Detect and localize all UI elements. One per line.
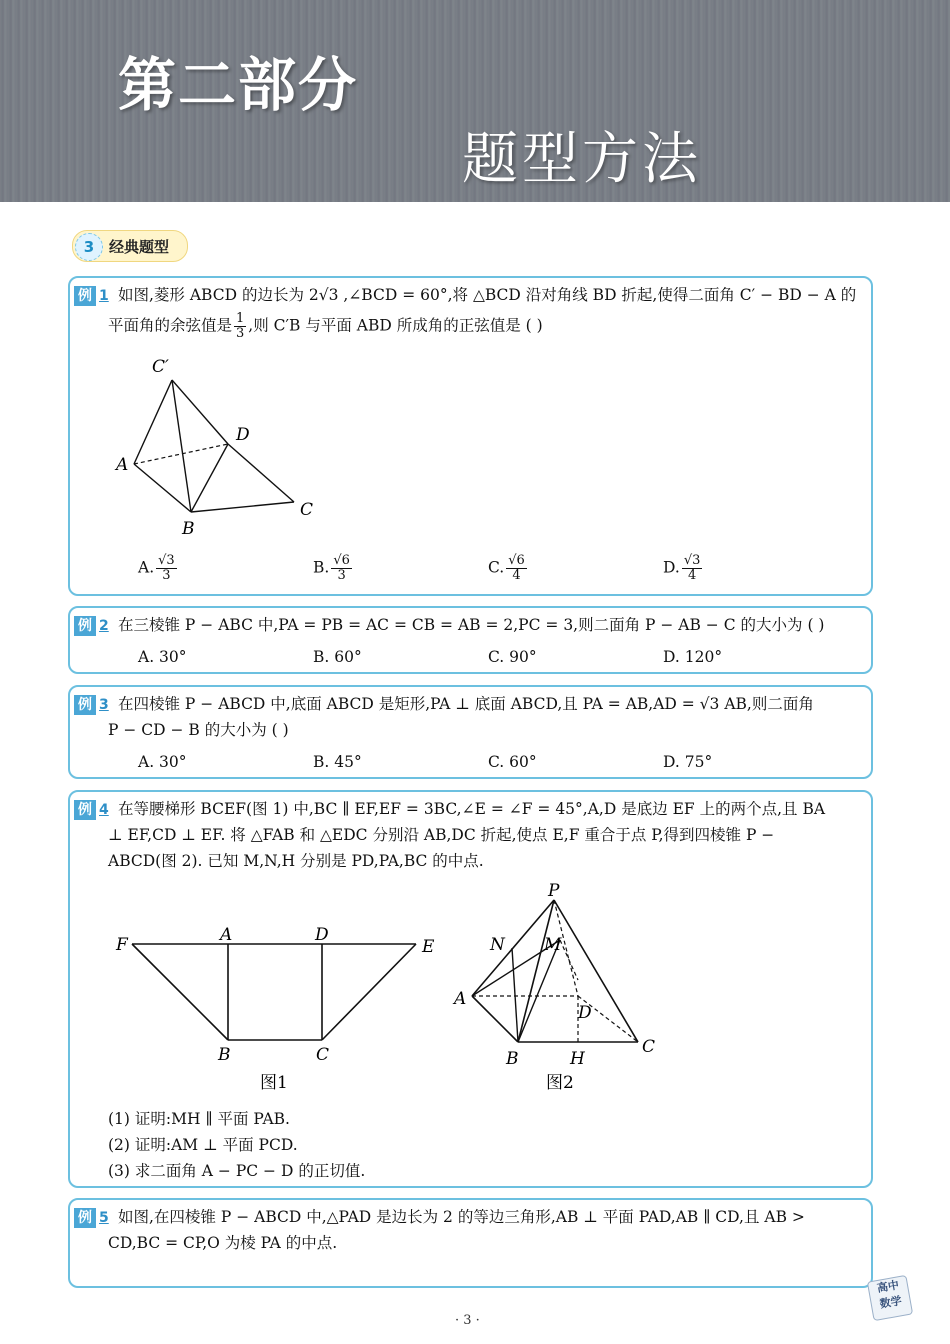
label-a: A — [220, 925, 233, 945]
example-card-4 — [68, 790, 873, 1188]
label-c: C — [316, 1045, 330, 1065]
figure-caption: 图1 — [260, 1073, 288, 1093]
label-c-prime: C′ — [152, 357, 169, 377]
label-e: E — [422, 937, 435, 957]
label-a: A — [454, 989, 467, 1009]
rhombus-fold-figure — [110, 350, 370, 540]
question-text: 在四棱锥 P − ABCD 中,底面 ABCD 是矩形,PA ⊥ 底面 ABCD,且 PA = AB,AD = √3 AB,则二面角 — [118, 695, 814, 713]
question-text-line2: P − CD − B 的大小为 ( ) — [108, 721, 289, 739]
label-d: D — [578, 1003, 592, 1023]
question-text: 在三棱锥 P − ABC 中,PA = PB = AC = CB = AB = 2,PC = 3,则二面角 P − AB − C 的大小为 ( ) — [118, 616, 825, 634]
example-badge: 例 3 — [74, 695, 112, 715]
example-card-1 — [68, 276, 873, 596]
pyramid-figure-2 — [450, 880, 680, 1100]
banner-title: 第二部分 — [118, 51, 359, 119]
label-m: M — [544, 935, 562, 955]
option-c[interactable]: C. $\frac{√6}{4}$ — [488, 553, 525, 583]
option-d[interactable]: D. 75° — [663, 753, 713, 771]
option-a[interactable]: A. 30° — [138, 648, 187, 666]
label-p: P — [548, 881, 560, 901]
option-d[interactable]: D. 120° — [663, 648, 723, 666]
example-badge: 例 5 — [74, 1208, 112, 1228]
logo: 高中 数学 — [867, 1275, 913, 1321]
question-text-line2: ⊥ EF,CD ⊥ EF. 将 △FAB 和 △EDC 分别沿 AB,DC 折起,使点 E,F 重合于点 P,得到四棱锥 P − — [108, 826, 775, 844]
banner-subtitle: 题型方法 — [462, 127, 702, 192]
label-d: D — [236, 425, 250, 445]
label-c: C — [642, 1037, 656, 1057]
label-b: B — [218, 1045, 231, 1065]
question-text-line2: 平面角的余弦值是 $\frac{1}{3}$ ,则 C′B 与平面 ABD 所成角的正弦值是 ( ) — [108, 311, 543, 341]
question-text: 如图,在四棱锥 P − ABCD 中,△PAD 是边长为 2 的等边三角形,AB ⊥ 平面 PAD,AB ∥ CD,且 AB > — [118, 1208, 805, 1226]
question-text: 如图,菱形 ABCD 的边长为 2√3 ,∠BCD = 60°,将 △BCD 沿对角线 BD 折起,使得二面角 C′ − BD − A 的 — [118, 286, 857, 304]
option-a[interactable]: A. $\frac{√3}{3}$ — [138, 553, 175, 583]
trapezoid-figure-1 — [110, 920, 450, 1100]
option-d[interactable]: D. $\frac{√3}{4}$ — [663, 553, 701, 583]
example-card-5 — [68, 1198, 873, 1288]
example-card-2 — [68, 606, 873, 674]
star-icon: 3 — [75, 233, 103, 261]
option-b[interactable]: B. 45° — [313, 753, 362, 771]
fraction: $\frac{1}{3}$ — [236, 311, 245, 341]
label-b: B — [506, 1049, 519, 1069]
label-b: B — [182, 519, 195, 539]
label-n: N — [490, 935, 505, 955]
option-c[interactable]: C. 60° — [488, 753, 537, 771]
part-1: (1) 证明:MH ∥ 平面 PAB. — [108, 1110, 290, 1128]
option-b[interactable]: B. $\frac{√6}{3}$ — [313, 553, 350, 583]
section-tag — [72, 230, 188, 262]
question-text: 在等腰梯形 BCEF(图 1) 中,BC ∥ EF,EF = 3BC,∠E = ∠F = 45°,A,D 是底边 EF 上的两个点,且 BA — [118, 800, 826, 818]
example-badge: 例 4 — [74, 800, 112, 820]
part-3: (3) 求二面角 A − PC − D 的正切值. — [108, 1162, 366, 1180]
option-c[interactable]: C. 90° — [488, 648, 537, 666]
question-text-line2: CD,BC = CP,O 为棱 PA 的中点. — [108, 1234, 338, 1252]
label-h: H — [570, 1049, 585, 1069]
question-text-line3: ABCD(图 2). 已知 M,N,H 分别是 PD,PA,BC 的中点. — [108, 852, 484, 870]
example-badge: 例 1 — [74, 286, 112, 306]
section-label: 经典题型 — [109, 238, 170, 256]
label-d: D — [315, 925, 329, 945]
page-number: · 3 · — [455, 1313, 480, 1328]
figure-caption: 图2 — [546, 1073, 574, 1093]
header-banner — [0, 0, 950, 202]
example-card-3 — [68, 685, 873, 779]
option-a[interactable]: A. 30° — [138, 753, 187, 771]
label-f: F — [116, 935, 128, 955]
label-c: C — [300, 500, 314, 520]
part-2: (2) 证明:AM ⊥ 平面 PCD. — [108, 1136, 298, 1154]
example-badge: 例 2 — [74, 616, 112, 636]
label-a: A — [116, 455, 129, 475]
option-b[interactable]: B. 60° — [313, 648, 362, 666]
